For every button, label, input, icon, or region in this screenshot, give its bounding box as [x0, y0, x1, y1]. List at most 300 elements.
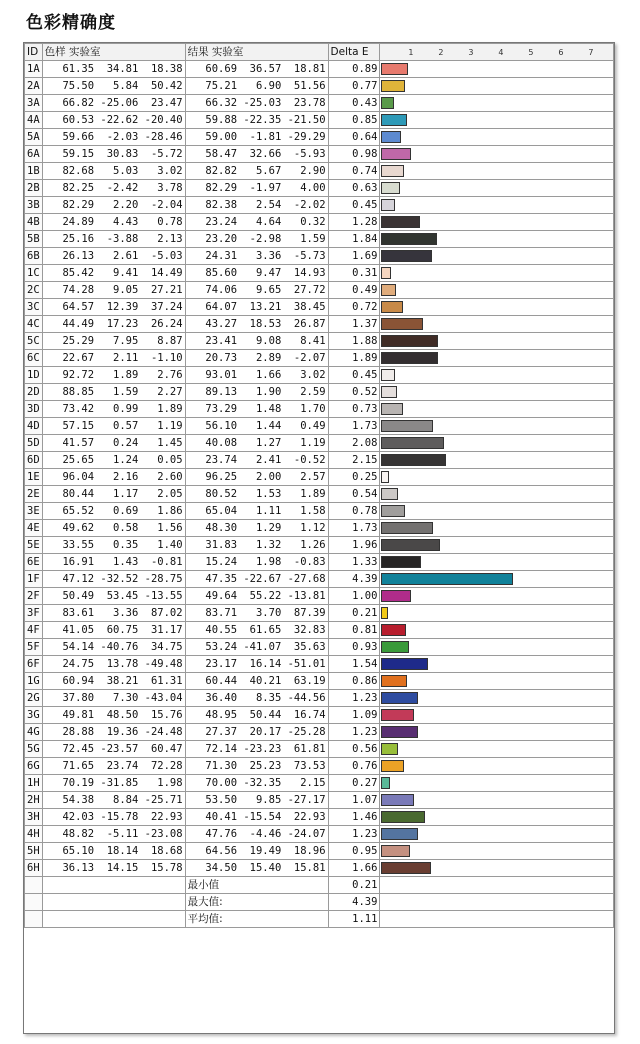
bar-cell [380, 401, 614, 418]
table-row [25, 605, 614, 622]
table-row [25, 486, 614, 503]
bar-cell [380, 690, 614, 707]
table-row [25, 809, 614, 826]
delta-e-bar [381, 454, 446, 466]
delta-e-bar [381, 80, 404, 92]
delta-e-value: 1.54 [328, 656, 380, 673]
axis-tick: 4 [498, 48, 504, 57]
delta-e-value: 0.74 [328, 163, 380, 180]
sample-lab: 64.57 12.39 37.24 [42, 299, 185, 316]
bar-cell [380, 860, 614, 877]
sample-lab: 82.68 5.03 3.02 [42, 163, 185, 180]
summary-empty [25, 894, 43, 911]
bar-cell [380, 333, 614, 350]
bar-cell [380, 231, 614, 248]
delta-e-bar [381, 267, 390, 279]
delta-e-value: 0.93 [328, 639, 380, 656]
delta-e-value: 0.98 [328, 146, 380, 163]
row-id: 3A [25, 95, 43, 112]
delta-e-value: 4.39 [328, 571, 380, 588]
result-lab: 48.30 1.29 1.12 [185, 520, 328, 537]
table-row [25, 826, 614, 843]
table-row [25, 61, 614, 78]
sample-lab: 44.49 17.23 26.24 [42, 316, 185, 333]
sample-lab: 47.12 -32.52 -28.75 [42, 571, 185, 588]
delta-e-bar [381, 641, 409, 653]
sample-lab: 54.14 -40.76 34.75 [42, 639, 185, 656]
sample-lab: 25.29 7.95 8.87 [42, 333, 185, 350]
bar-cell [380, 826, 614, 843]
sample-lab: 49.81 48.50 15.76 [42, 707, 185, 724]
bar-cell [380, 503, 614, 520]
row-id: 2D [25, 384, 43, 401]
delta-e-value: 0.63 [328, 180, 380, 197]
delta-e-value: 1.23 [328, 826, 380, 843]
delta-e-bar [381, 148, 410, 160]
delta-e-bar [381, 675, 407, 687]
bar-cell [380, 673, 614, 690]
row-id: 4G [25, 724, 43, 741]
bar-cell [380, 809, 614, 826]
table-row [25, 860, 614, 877]
delta-e-value: 0.81 [328, 622, 380, 639]
bar-cell [380, 469, 614, 486]
delta-e-value: 0.56 [328, 741, 380, 758]
delta-e-bar [381, 199, 395, 211]
summary-value-max: 4.39 [328, 894, 380, 911]
bar-cell [380, 656, 614, 673]
delta-e-value: 0.25 [328, 469, 380, 486]
result-lab: 82.82 5.67 2.90 [185, 163, 328, 180]
result-lab: 27.37 20.17 -25.28 [185, 724, 328, 741]
axis-tick: 2 [438, 48, 444, 57]
delta-e-bar [381, 369, 395, 381]
table-row [25, 418, 614, 435]
delta-e-value: 0.43 [328, 95, 380, 112]
table-row [25, 299, 614, 316]
row-id: 5H [25, 843, 43, 860]
bar-cell [380, 282, 614, 299]
bar-cell [380, 316, 614, 333]
bar-cell [380, 146, 614, 163]
bar-cell [380, 486, 614, 503]
delta-e-bar [381, 743, 398, 755]
delta-e-bar [381, 760, 404, 772]
table-row [25, 367, 614, 384]
result-lab: 93.01 1.66 3.02 [185, 367, 328, 384]
delta-e-bar [381, 709, 414, 721]
result-lab: 49.64 55.22 -13.81 [185, 588, 328, 605]
result-lab: 23.24 4.64 0.32 [185, 214, 328, 231]
table-row [25, 78, 614, 95]
row-id: 2B [25, 180, 43, 197]
summary-value-min: 0.21 [328, 877, 380, 894]
delta-e-value: 1.96 [328, 537, 380, 554]
delta-e-bar [381, 352, 438, 364]
delta-e-value: 1.07 [328, 792, 380, 809]
table-row [25, 350, 614, 367]
delta-e-value: 1.69 [328, 248, 380, 265]
table-row [25, 231, 614, 248]
sample-lab: 82.29 2.20 -2.04 [42, 197, 185, 214]
sample-lab: 61.35 34.81 18.38 [42, 61, 185, 78]
table-row [25, 571, 614, 588]
row-id: 1G [25, 673, 43, 690]
sample-lab: 82.25 -2.42 3.78 [42, 180, 185, 197]
delta-e-value: 0.64 [328, 129, 380, 146]
delta-e-value: 1.84 [328, 231, 380, 248]
bar-cell [380, 588, 614, 605]
delta-e-value: 1.00 [328, 588, 380, 605]
row-id: 1H [25, 775, 43, 792]
summary-row-avg [25, 911, 614, 928]
row-id: 3D [25, 401, 43, 418]
sample-lab: 83.61 3.36 87.02 [42, 605, 185, 622]
row-id: 3F [25, 605, 43, 622]
delta-e-value: 0.77 [328, 78, 380, 95]
sample-lab: 70.19 -31.85 1.98 [42, 775, 185, 792]
delta-e-value: 1.23 [328, 724, 380, 741]
sample-lab: 96.04 2.16 2.60 [42, 469, 185, 486]
result-lab: 23.17 16.14 -51.01 [185, 656, 328, 673]
row-id: 4E [25, 520, 43, 537]
delta-e-value: 1.23 [328, 690, 380, 707]
row-id: 4H [25, 826, 43, 843]
row-id: 6H [25, 860, 43, 877]
result-lab: 48.95 50.44 16.74 [185, 707, 328, 724]
sample-lab: 48.82 -5.11 -23.08 [42, 826, 185, 843]
result-lab: 23.74 2.41 -0.52 [185, 452, 328, 469]
row-id: 3E [25, 503, 43, 520]
sample-lab: 28.88 19.36 -24.48 [42, 724, 185, 741]
result-lab: 40.08 1.27 1.19 [185, 435, 328, 452]
summary-blank [380, 877, 614, 894]
table-row [25, 248, 614, 265]
delta-e-bar [381, 318, 422, 330]
row-id: 2H [25, 792, 43, 809]
result-lab: 58.47 32.66 -5.93 [185, 146, 328, 163]
bar-cell [380, 741, 614, 758]
result-lab: 40.55 61.65 32.83 [185, 622, 328, 639]
row-id: 1B [25, 163, 43, 180]
delta-e-bar [381, 777, 389, 789]
delta-e-bar [381, 811, 425, 823]
summary-label-max: 最大值: [185, 894, 328, 911]
header-row [25, 44, 614, 61]
row-id: 4D [25, 418, 43, 435]
bar-cell [380, 707, 614, 724]
delta-e-bar [381, 522, 433, 534]
table-row [25, 741, 614, 758]
sample-lab: 88.85 1.59 2.27 [42, 384, 185, 401]
result-lab: 66.32 -25.03 23.78 [185, 95, 328, 112]
result-lab: 40.41 -15.54 22.93 [185, 809, 328, 826]
bar-cell [380, 78, 614, 95]
bar-cell [380, 95, 614, 112]
result-lab: 59.88 -22.35 -21.50 [185, 112, 328, 129]
result-lab: 43.27 18.53 26.87 [185, 316, 328, 333]
delta-e-value: 1.66 [328, 860, 380, 877]
bar-cell [380, 520, 614, 537]
table-row [25, 180, 614, 197]
sample-lab: 60.94 38.21 61.31 [42, 673, 185, 690]
table-row [25, 843, 614, 860]
delta-e-bar [381, 131, 400, 143]
delta-e-bar [381, 233, 436, 245]
bar-cell [380, 418, 614, 435]
sample-lab: 26.13 2.61 -5.03 [42, 248, 185, 265]
table-row [25, 656, 614, 673]
table-row [25, 452, 614, 469]
row-id: 5D [25, 435, 43, 452]
bar-cell [380, 197, 614, 214]
table-row [25, 520, 614, 537]
axis-header [380, 44, 614, 61]
data-grid [24, 43, 614, 928]
delta-e-bar [381, 182, 400, 194]
delta-e-bar [381, 845, 410, 857]
table-row [25, 384, 614, 401]
axis-tick: 3 [468, 48, 474, 57]
table-row [25, 197, 614, 214]
delta-e-value: 1.46 [328, 809, 380, 826]
bar-cell [380, 129, 614, 146]
bar-cell [380, 163, 614, 180]
result-lab: 75.21 6.90 51.56 [185, 78, 328, 95]
result-lab: 96.25 2.00 2.57 [185, 469, 328, 486]
row-id: 4A [25, 112, 43, 129]
table-row [25, 214, 614, 231]
summary-blank [380, 911, 614, 928]
delta-e-bar [381, 97, 394, 109]
sample-lab: 54.38 8.84 -25.71 [42, 792, 185, 809]
result-lab: 64.56 19.49 18.96 [185, 843, 328, 860]
table-row [25, 435, 614, 452]
summary-label-min: 最小值 [185, 877, 328, 894]
delta-e-bar [381, 624, 405, 636]
delta-e-value: 0.85 [328, 112, 380, 129]
result-lab: 70.00 -32.35 2.15 [185, 775, 328, 792]
delta-e-value: 1.88 [328, 333, 380, 350]
bar-cell [380, 248, 614, 265]
result-lab: 60.69 36.57 18.81 [185, 61, 328, 78]
header-sample: 色样 实验室 [42, 44, 185, 61]
sample-lab: 60.53 -22.62 -20.40 [42, 112, 185, 129]
table-row [25, 758, 614, 775]
row-id: 1C [25, 265, 43, 282]
delta-e-value: 0.21 [328, 605, 380, 622]
result-lab: 74.06 9.65 27.72 [185, 282, 328, 299]
header-delta: Delta E [328, 44, 380, 61]
bar-cell [380, 571, 614, 588]
row-id: 6A [25, 146, 43, 163]
delta-e-value: 1.09 [328, 707, 380, 724]
delta-e-value: 0.89 [328, 61, 380, 78]
sample-lab: 37.80 7.30 -43.04 [42, 690, 185, 707]
bar-cell [380, 180, 614, 197]
sample-lab: 49.62 0.58 1.56 [42, 520, 185, 537]
row-id: 5E [25, 537, 43, 554]
table-row [25, 112, 614, 129]
result-lab: 23.41 9.08 8.41 [185, 333, 328, 350]
table-row [25, 792, 614, 809]
result-lab: 89.13 1.90 2.59 [185, 384, 328, 401]
row-id: 3C [25, 299, 43, 316]
row-id: 2C [25, 282, 43, 299]
delta-e-bar [381, 471, 389, 483]
delta-e-bar [381, 556, 421, 568]
delta-e-bar [381, 165, 403, 177]
result-lab: 85.60 9.47 14.93 [185, 265, 328, 282]
delta-e-value: 0.45 [328, 197, 380, 214]
delta-e-bar [381, 692, 418, 704]
row-id: 5C [25, 333, 43, 350]
delta-e-bar [381, 114, 407, 126]
table-row [25, 707, 614, 724]
delta-e-value: 1.37 [328, 316, 380, 333]
result-lab: 82.38 2.54 -2.02 [185, 197, 328, 214]
delta-e-value: 0.72 [328, 299, 380, 316]
delta-e-value: 0.52 [328, 384, 380, 401]
sample-lab: 92.72 1.89 2.76 [42, 367, 185, 384]
table-row [25, 265, 614, 282]
row-id: 2A [25, 78, 43, 95]
result-lab: 47.35 -22.67 -27.68 [185, 571, 328, 588]
delta-e-bar [381, 607, 387, 619]
sample-lab: 41.57 0.24 1.45 [42, 435, 185, 452]
delta-e-value: 2.15 [328, 452, 380, 469]
delta-e-bar [381, 488, 397, 500]
table-row [25, 503, 614, 520]
table-row [25, 282, 614, 299]
delta-e-bar [381, 216, 419, 228]
row-id: 1D [25, 367, 43, 384]
delta-e-bar [381, 284, 396, 296]
table-row [25, 622, 614, 639]
delta-e-value: 0.27 [328, 775, 380, 792]
bar-cell [380, 435, 614, 452]
result-lab: 15.24 1.98 -0.83 [185, 554, 328, 571]
delta-e-bar [381, 862, 431, 874]
bar-cell [380, 537, 614, 554]
row-id: 3G [25, 707, 43, 724]
sample-lab: 72.45 -23.57 60.47 [42, 741, 185, 758]
result-lab: 47.76 -4.46 -24.07 [185, 826, 328, 843]
delta-e-bar [381, 794, 413, 806]
result-lab: 59.00 -1.81 -29.29 [185, 129, 328, 146]
row-id: 4C [25, 316, 43, 333]
delta-e-value: 0.78 [328, 503, 380, 520]
row-id: 5G [25, 741, 43, 758]
row-id: 2F [25, 588, 43, 605]
header-id: ID [25, 44, 43, 61]
bar-cell [380, 265, 614, 282]
summary-empty [42, 911, 185, 928]
table-row [25, 673, 614, 690]
table-row [25, 333, 614, 350]
bar-cell [380, 724, 614, 741]
summary-blank [380, 894, 614, 911]
summary-value-avg: 1.11 [328, 911, 380, 928]
bar-cell [380, 384, 614, 401]
bar-cell [380, 605, 614, 622]
axis-tick: 1 [408, 48, 414, 57]
row-id: 2G [25, 690, 43, 707]
header-result: 结果 实验室 [185, 44, 328, 61]
table-row [25, 469, 614, 486]
row-id: 6F [25, 656, 43, 673]
delta-e-bar [381, 250, 432, 262]
result-lab: 53.24 -41.07 35.63 [185, 639, 328, 656]
result-lab: 80.52 1.53 1.89 [185, 486, 328, 503]
delta-e-value: 0.49 [328, 282, 380, 299]
sample-lab: 65.52 0.69 1.86 [42, 503, 185, 520]
delta-e-bar [381, 403, 403, 415]
sample-lab: 25.65 1.24 0.05 [42, 452, 185, 469]
row-id: 6G [25, 758, 43, 775]
axis-tick: 6 [558, 48, 564, 57]
result-lab: 36.40 8.35 -44.56 [185, 690, 328, 707]
result-lab: 73.29 1.48 1.70 [185, 401, 328, 418]
delta-e-value: 1.73 [328, 418, 380, 435]
delta-e-bar [381, 658, 427, 670]
sample-lab: 59.15 30.83 -5.72 [42, 146, 185, 163]
bar-cell [380, 61, 614, 78]
delta-e-bar [381, 573, 513, 585]
table-row [25, 163, 614, 180]
delta-e-bar [381, 420, 433, 432]
result-lab: 23.20 -2.98 1.59 [185, 231, 328, 248]
delta-e-bar [381, 301, 403, 313]
delta-e-value: 1.28 [328, 214, 380, 231]
bar-cell [380, 775, 614, 792]
delta-e-value: 0.31 [328, 265, 380, 282]
page-title: 色彩精确度 [26, 13, 116, 33]
result-lab: 56.10 1.44 0.49 [185, 418, 328, 435]
axis-tick: 5 [528, 48, 534, 57]
table-row [25, 554, 614, 571]
result-lab: 53.50 9.85 -27.17 [185, 792, 328, 809]
summary-empty [42, 894, 185, 911]
delta-e-value: 0.45 [328, 367, 380, 384]
summary-row-min [25, 877, 614, 894]
bar-cell [380, 214, 614, 231]
sample-lab: 80.44 1.17 2.05 [42, 486, 185, 503]
bar-cell [380, 843, 614, 860]
row-id: 4F [25, 622, 43, 639]
result-lab: 71.30 25.23 73.53 [185, 758, 328, 775]
delta-e-bar [381, 386, 397, 398]
summary-empty [25, 877, 43, 894]
delta-e-value: 2.08 [328, 435, 380, 452]
delta-e-value: 0.76 [328, 758, 380, 775]
result-lab: 64.07 13.21 38.45 [185, 299, 328, 316]
row-id: 6E [25, 554, 43, 571]
delta-e-bar [381, 590, 411, 602]
sample-lab: 75.50 5.84 50.42 [42, 78, 185, 95]
delta-e-value: 1.33 [328, 554, 380, 571]
result-lab: 20.73 2.89 -2.07 [185, 350, 328, 367]
result-lab: 31.83 1.32 1.26 [185, 537, 328, 554]
summary-row-max [25, 894, 614, 911]
result-lab: 60.44 40.21 63.19 [185, 673, 328, 690]
sample-lab: 65.10 18.14 18.68 [42, 843, 185, 860]
row-id: 3B [25, 197, 43, 214]
summary-label-avg: 平均值: [185, 911, 328, 928]
sample-lab: 42.03 -15.78 22.93 [42, 809, 185, 826]
result-lab: 82.29 -1.97 4.00 [185, 180, 328, 197]
sample-lab: 16.91 1.43 -0.81 [42, 554, 185, 571]
